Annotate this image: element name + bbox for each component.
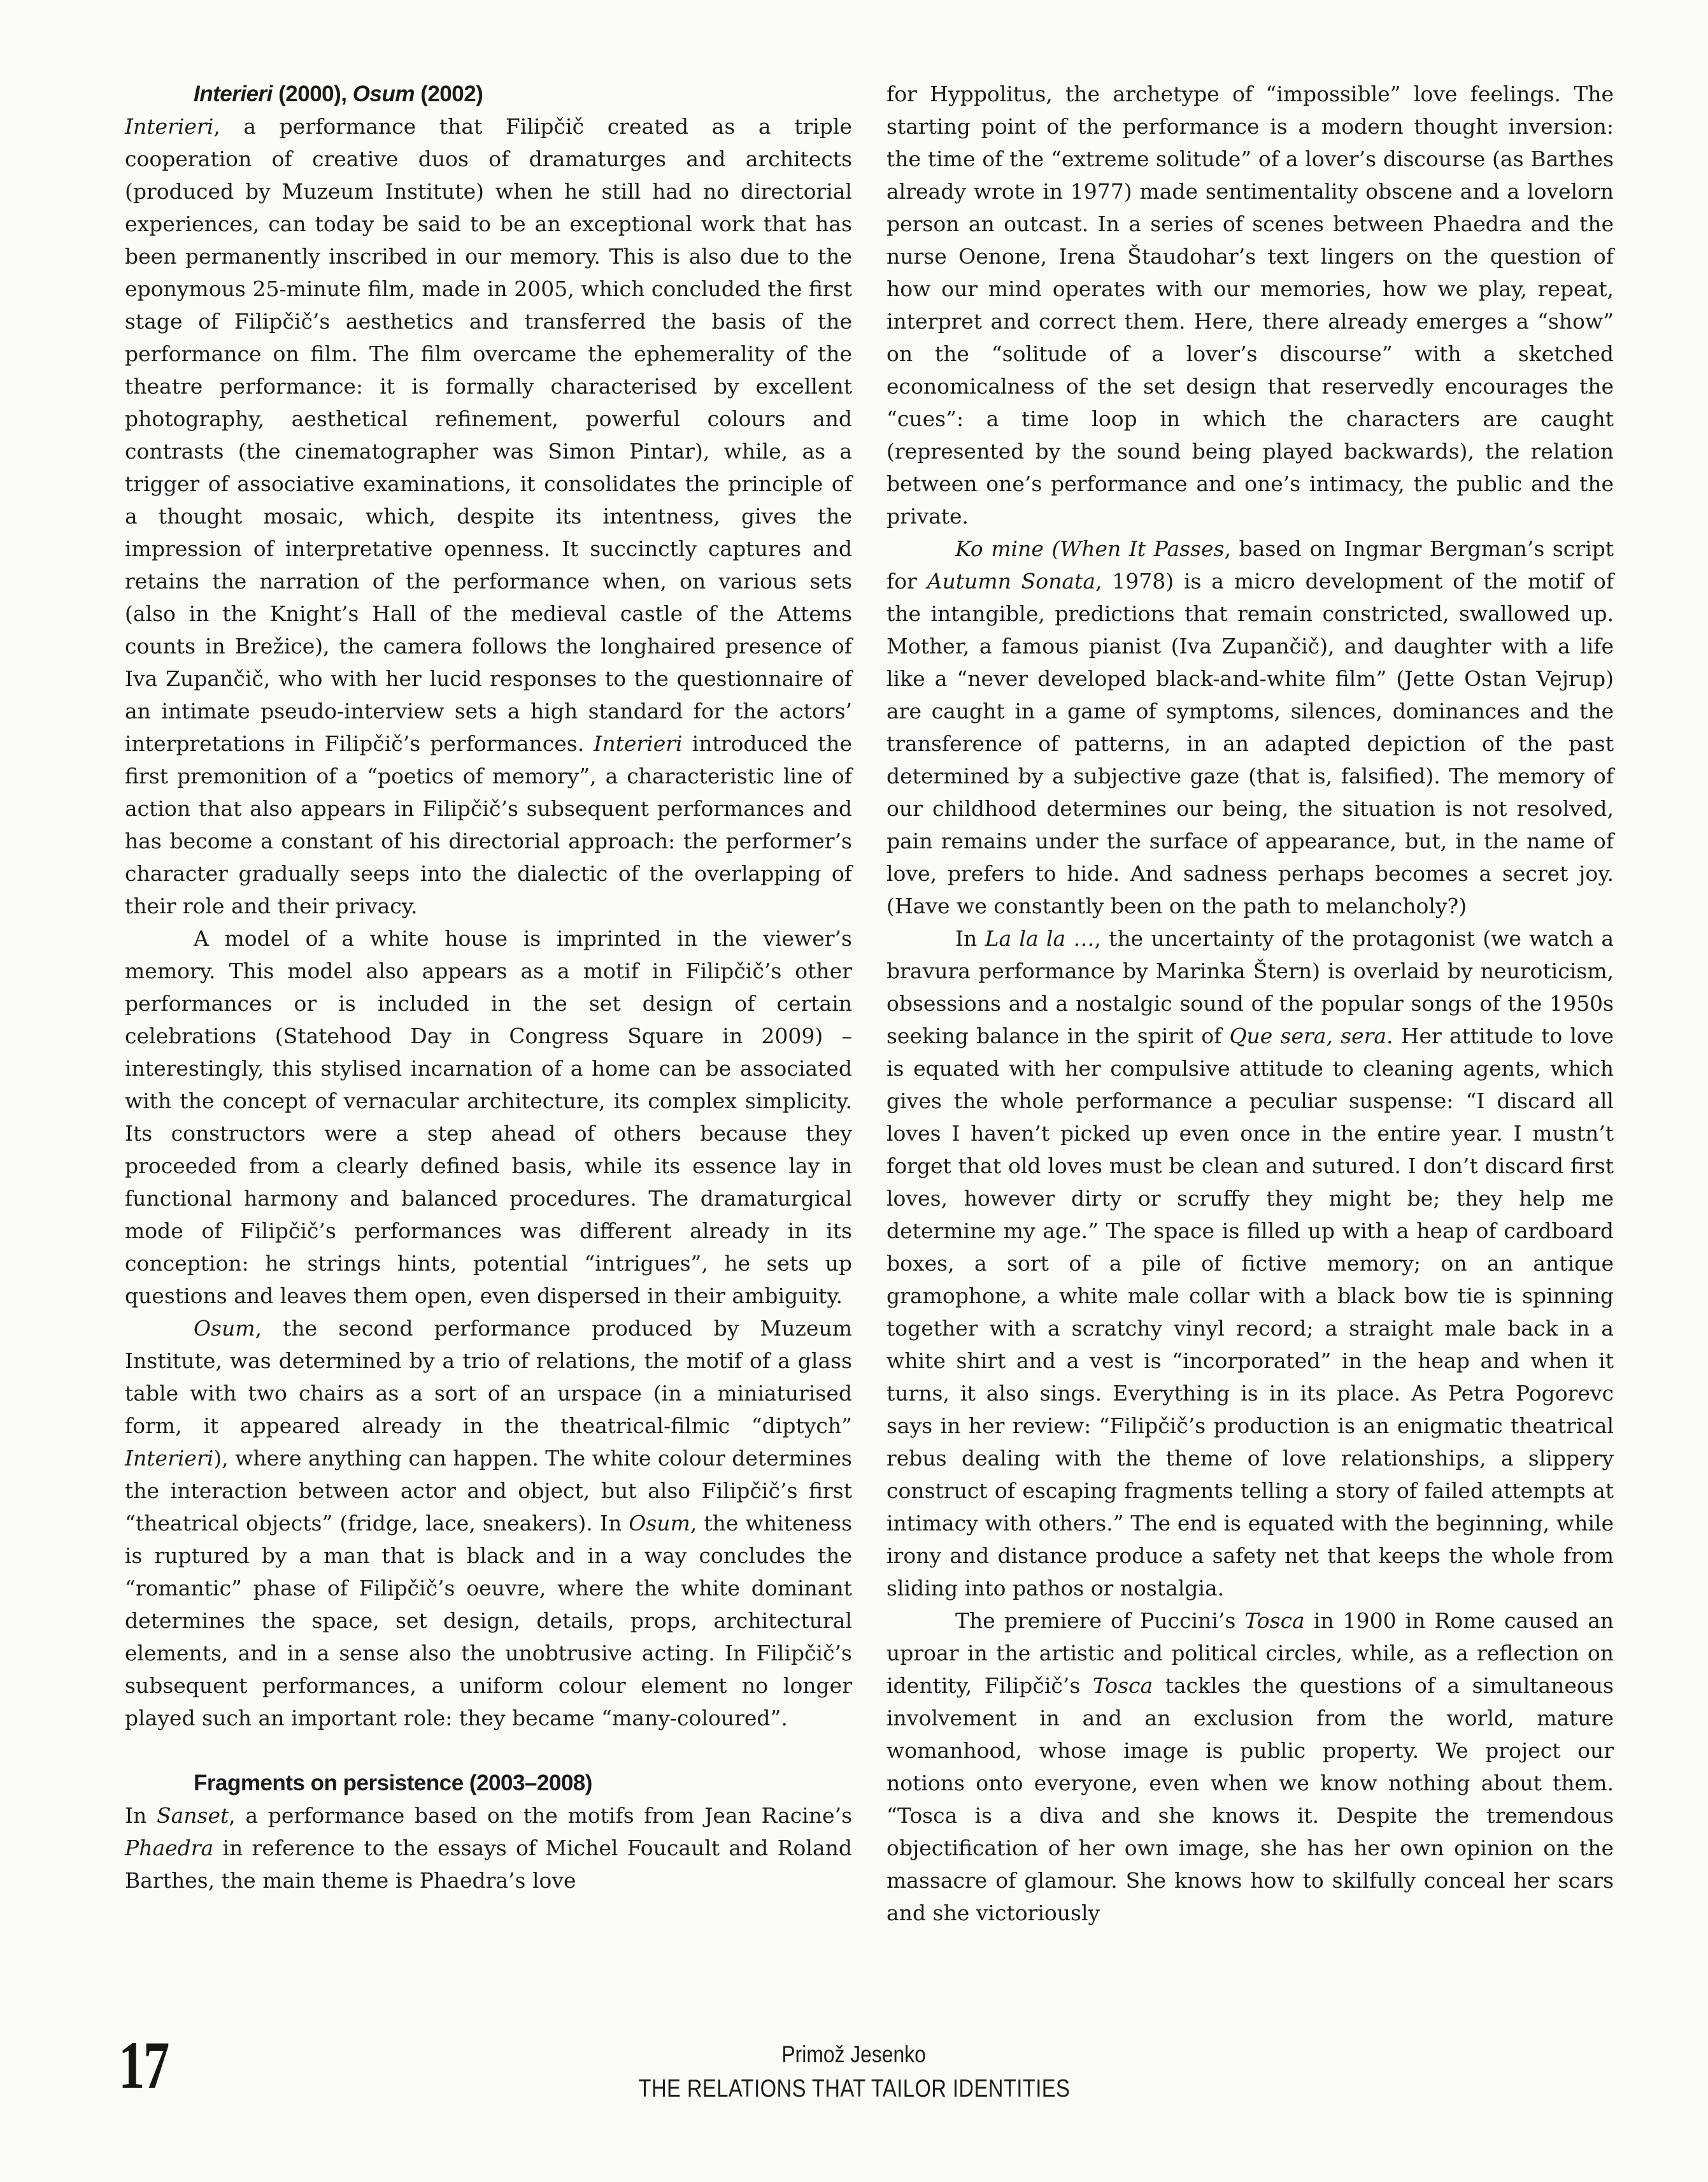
footer-author: Primož Jesenko xyxy=(781,2041,927,2067)
paragraph xyxy=(125,1312,852,1734)
paragraph xyxy=(886,532,1614,922)
italic-text-run: Interieri xyxy=(594,731,683,756)
text-run: . Her attitude to love is equated with her compulsive attitude to cleaning agents, which gives the whole performance a peculiar suspense: “I discard all loves I haven’t picked up even once in the entire year. I mustn’t forget that old loves must be clean and sutured. I don’t discard first loves, however dirty or scruffy they might be; they help me determine my age.” The space is filled up with a heap of cardboard boxes, a sort of a pile of fictive memory; on an antique gramophone, a white male collar with a black bow tie is spinning together with a scratchy vinyl record; a straight male back in a white shirt and a vest is “incorporated” in the heap and when it turns, it also sings. Everything is in its place. As Petra Pogorevc says in her review: “Filipčič’s production is an enigmatic theatrical rebus dealing with the theme of love relationships, a slippery construct of escaping fragments telling a story of failed attempts at intimacy with others.” The end is equated with the beginning, while irony and distance produce a safety net that keeps the whole from sliding into pathos or nostalgia. xyxy=(886,1023,1614,1601)
italic-text-run: Tosca xyxy=(1244,1608,1305,1633)
text-run: Fragments on persistence (2003–2008) xyxy=(194,1771,592,1795)
section-heading xyxy=(125,78,852,110)
text-run: ), where anything can happen. The white colour determines the interaction between actor and object, but also Filipčič’s first “theatrical objects” (fridge, lace, sneakers). In xyxy=(125,1446,852,1536)
text-run: In xyxy=(125,1803,157,1828)
italic-text-run: La la la … xyxy=(985,926,1095,951)
italic-text-run: Interieri xyxy=(194,82,273,106)
text-run: , the uncertainty of the protagonist (we watch a bravura performance by Marinka Štern) is overlaid by neuroticism, obsessions and a nostalgic sound of the popular songs of the 1950s seeking balance in the spirit of xyxy=(886,926,1614,1048)
text-run: The premiere of Puccini’s xyxy=(955,1608,1245,1633)
italic-text-run: Ko mine (When It Passes xyxy=(955,536,1225,561)
text-run: , a performance that Filipčič created as a triple cooperation of creative duos of dramaturges and architects (produced by Muzeum Institute) when he still had no directorial experiences, can today be said to be an exceptional work that has been permanently inscribed in our memory. This is also due to the eponymous 25-minute film, made in 2005, which concluded the first stage of Filipčič’s aesthetics and transferred the basis of the performance on film. The film overcame the ephemerality of the theatre performance: it is formally characterised by excellent photography, aesthetical refinement, powerful colours and contrasts (the cinematographer was Simon Pintar), while, as a trigger of associative examinations, it consolidates the principle of a thought mosaic, which, despite its intentness, gives the impression of interpretative openness. It succinctly captures and retains the narration of the performance when, on various sets (also in the Knight’s Hall of the medieval castle of the Attems counts in Brežice), the camera follows the longhaired presence of Iva Zupančič, who with her lucid responses to the questionnaire of an intimate pseudo-interview sets a high standard for the actors’ interpretations in Filipčič’s performances. xyxy=(125,114,852,756)
italic-text-run: Osum xyxy=(352,82,415,106)
italic-text-run: Interieri xyxy=(125,114,214,139)
page-number: 17 xyxy=(118,2028,168,2102)
paragraph xyxy=(886,1604,1614,1929)
text-column-right xyxy=(886,78,1614,1929)
italic-text-run: Tosca xyxy=(1092,1673,1153,1698)
text-run: in 1900 in Rome caused an uproar in the artistic and political circles, while, as a reflection on identity, Filipčič’s xyxy=(886,1608,1614,1698)
text-run: for Hyppolitus, the archetype of “impossible” love feelings. The starting point of the performance is a modern thought inversion: the time of the “extreme solitude” of a lover’s discourse (as Barthes already wrote in 1977) made sentimentality obscene and a lovelorn person an outcast. In a series of scenes between Phaedra and the nurse Oenone, Irena Štaudohar’s text lingers on the question of how our mind operates with our memories, how we play, repeat, interpret and correct them. Here, there already emerges a “show” on the “solitude of a lover’s discourse” with a sketched economicalness of the set design that reservedly encourages the “cues”: a time loop in which the characters are caught (represented by the sound being played backwards), the relation between one’s performance and one’s intimacy, the public and the private. xyxy=(886,82,1614,529)
text-run: in reference to the essays of Michel Foucault and Roland Barthes, the main theme is Phaedra’s love xyxy=(125,1836,852,1893)
text-column-left xyxy=(125,78,852,1897)
section-heading xyxy=(125,1767,852,1799)
text-run: , based on Ingmar Bergman’s script for xyxy=(886,536,1614,594)
paragraph xyxy=(886,78,1614,532)
italic-text-run: Phaedra xyxy=(125,1836,214,1860)
text-run: , a performance based on the motifs from Jean Racine’s xyxy=(229,1803,853,1828)
italic-text-run: Que sera, sera xyxy=(1229,1023,1387,1048)
italic-text-run: Osum xyxy=(629,1511,690,1536)
text-run: introduced the first premonition of a “poetics of memory”, a characteristic line of action that also appears in Filipčič’s subsequent performances and has become a constant of his directorial approach: the performer’s character gradually seeps into the dialectic of the overlapping of their role and their privacy. xyxy=(125,731,852,918)
text-run: tackles the questions of a simultaneous involvement in and an exclusion from the world, mature womanhood, whose image is public property. We project our notions onto everyone, even when we know nothing about them. “Tosca is a diva and she knows it. Despite the tremendous objectification of her own image, she has her own opinion on the massacre of glamour. She knows how to skilfully conceal her scars and she victoriously xyxy=(886,1673,1614,1925)
text-run: (2002) xyxy=(414,82,483,106)
italic-text-run: Interieri xyxy=(125,1446,214,1471)
italic-text-run: Autumn Sonata xyxy=(927,569,1095,594)
text-run: A model of a white house is imprinted in the viewer’s memory. This model also appears as a motif in Filipčič’s other performances or is included in the set design of certain celebrations (Statehood Day in Congress Square in 2009) – interestingly, this stylised incarnation of a home can be associated with the concept of vernacular architecture, its complex simplicity. Its constructors were a step ahead of others because they proceeded from a clearly defined basis, while its essence lay in functional harmony and balanced procedures. The dramaturgical mode of Filipčič’s performances was different already in its conception: he strings hints, potential “intrigues”, he sets up questions and leaves them open, even dispersed in their ambiguity. xyxy=(125,926,852,1308)
text-run: , the second performance produced by Muzeum Institute, was determined by a trio of relations, the motif of a glass table with two chairs as a sort of an urspace (in a miniaturised form, it appeared already in the theatrical-filmic “diptych” xyxy=(125,1316,852,1438)
paragraph xyxy=(886,922,1614,1604)
text-run: (2000), xyxy=(272,82,353,106)
text-run: , the whiteness is ruptured by a man that is black and in a way concludes the “romantic” phase of Filipčič’s oeuvre, where the white dominant determines the space, set design, details, props, architectural elements, and in a sense also the unobtrusive acting. In Filipčič’s subsequent performances, a uniform colour element no longer played such an important role: they became “many-coloured”. xyxy=(125,1511,853,1730)
footer-center xyxy=(0,2040,1708,2109)
text-run: , 1978) is a micro development of the motif of the intangible, predictions that remain constricted, swallowed up. Mother, a famous pianist (Iva Zupančič), and daughter with a life like a “never developed black-and-white film” (Jette Ostan Vejrup) are caught in a game of symptoms, silences, dominances and the transference of patterns, in an adapted depiction of the past determined by a subjective gaze (that is, falsified). The memory of our childhood determines our being, the situation is not resolved, pain remains under the surface of appearance, but, in the name of love, prefers to hide. And sadness perhaps becomes a secret joy. (Have we constantly been on the path to melancholy?) xyxy=(886,569,1614,918)
text-run: In xyxy=(955,926,985,951)
footer-publication-title: THE RELATIONS THAT TAILOR IDENTITIES xyxy=(638,2075,1070,2102)
paragraph xyxy=(125,922,852,1312)
paragraph xyxy=(125,1799,852,1897)
italic-text-run: Sanset xyxy=(156,1803,229,1828)
paragraph xyxy=(125,110,852,922)
italic-text-run: Osum xyxy=(194,1316,255,1341)
